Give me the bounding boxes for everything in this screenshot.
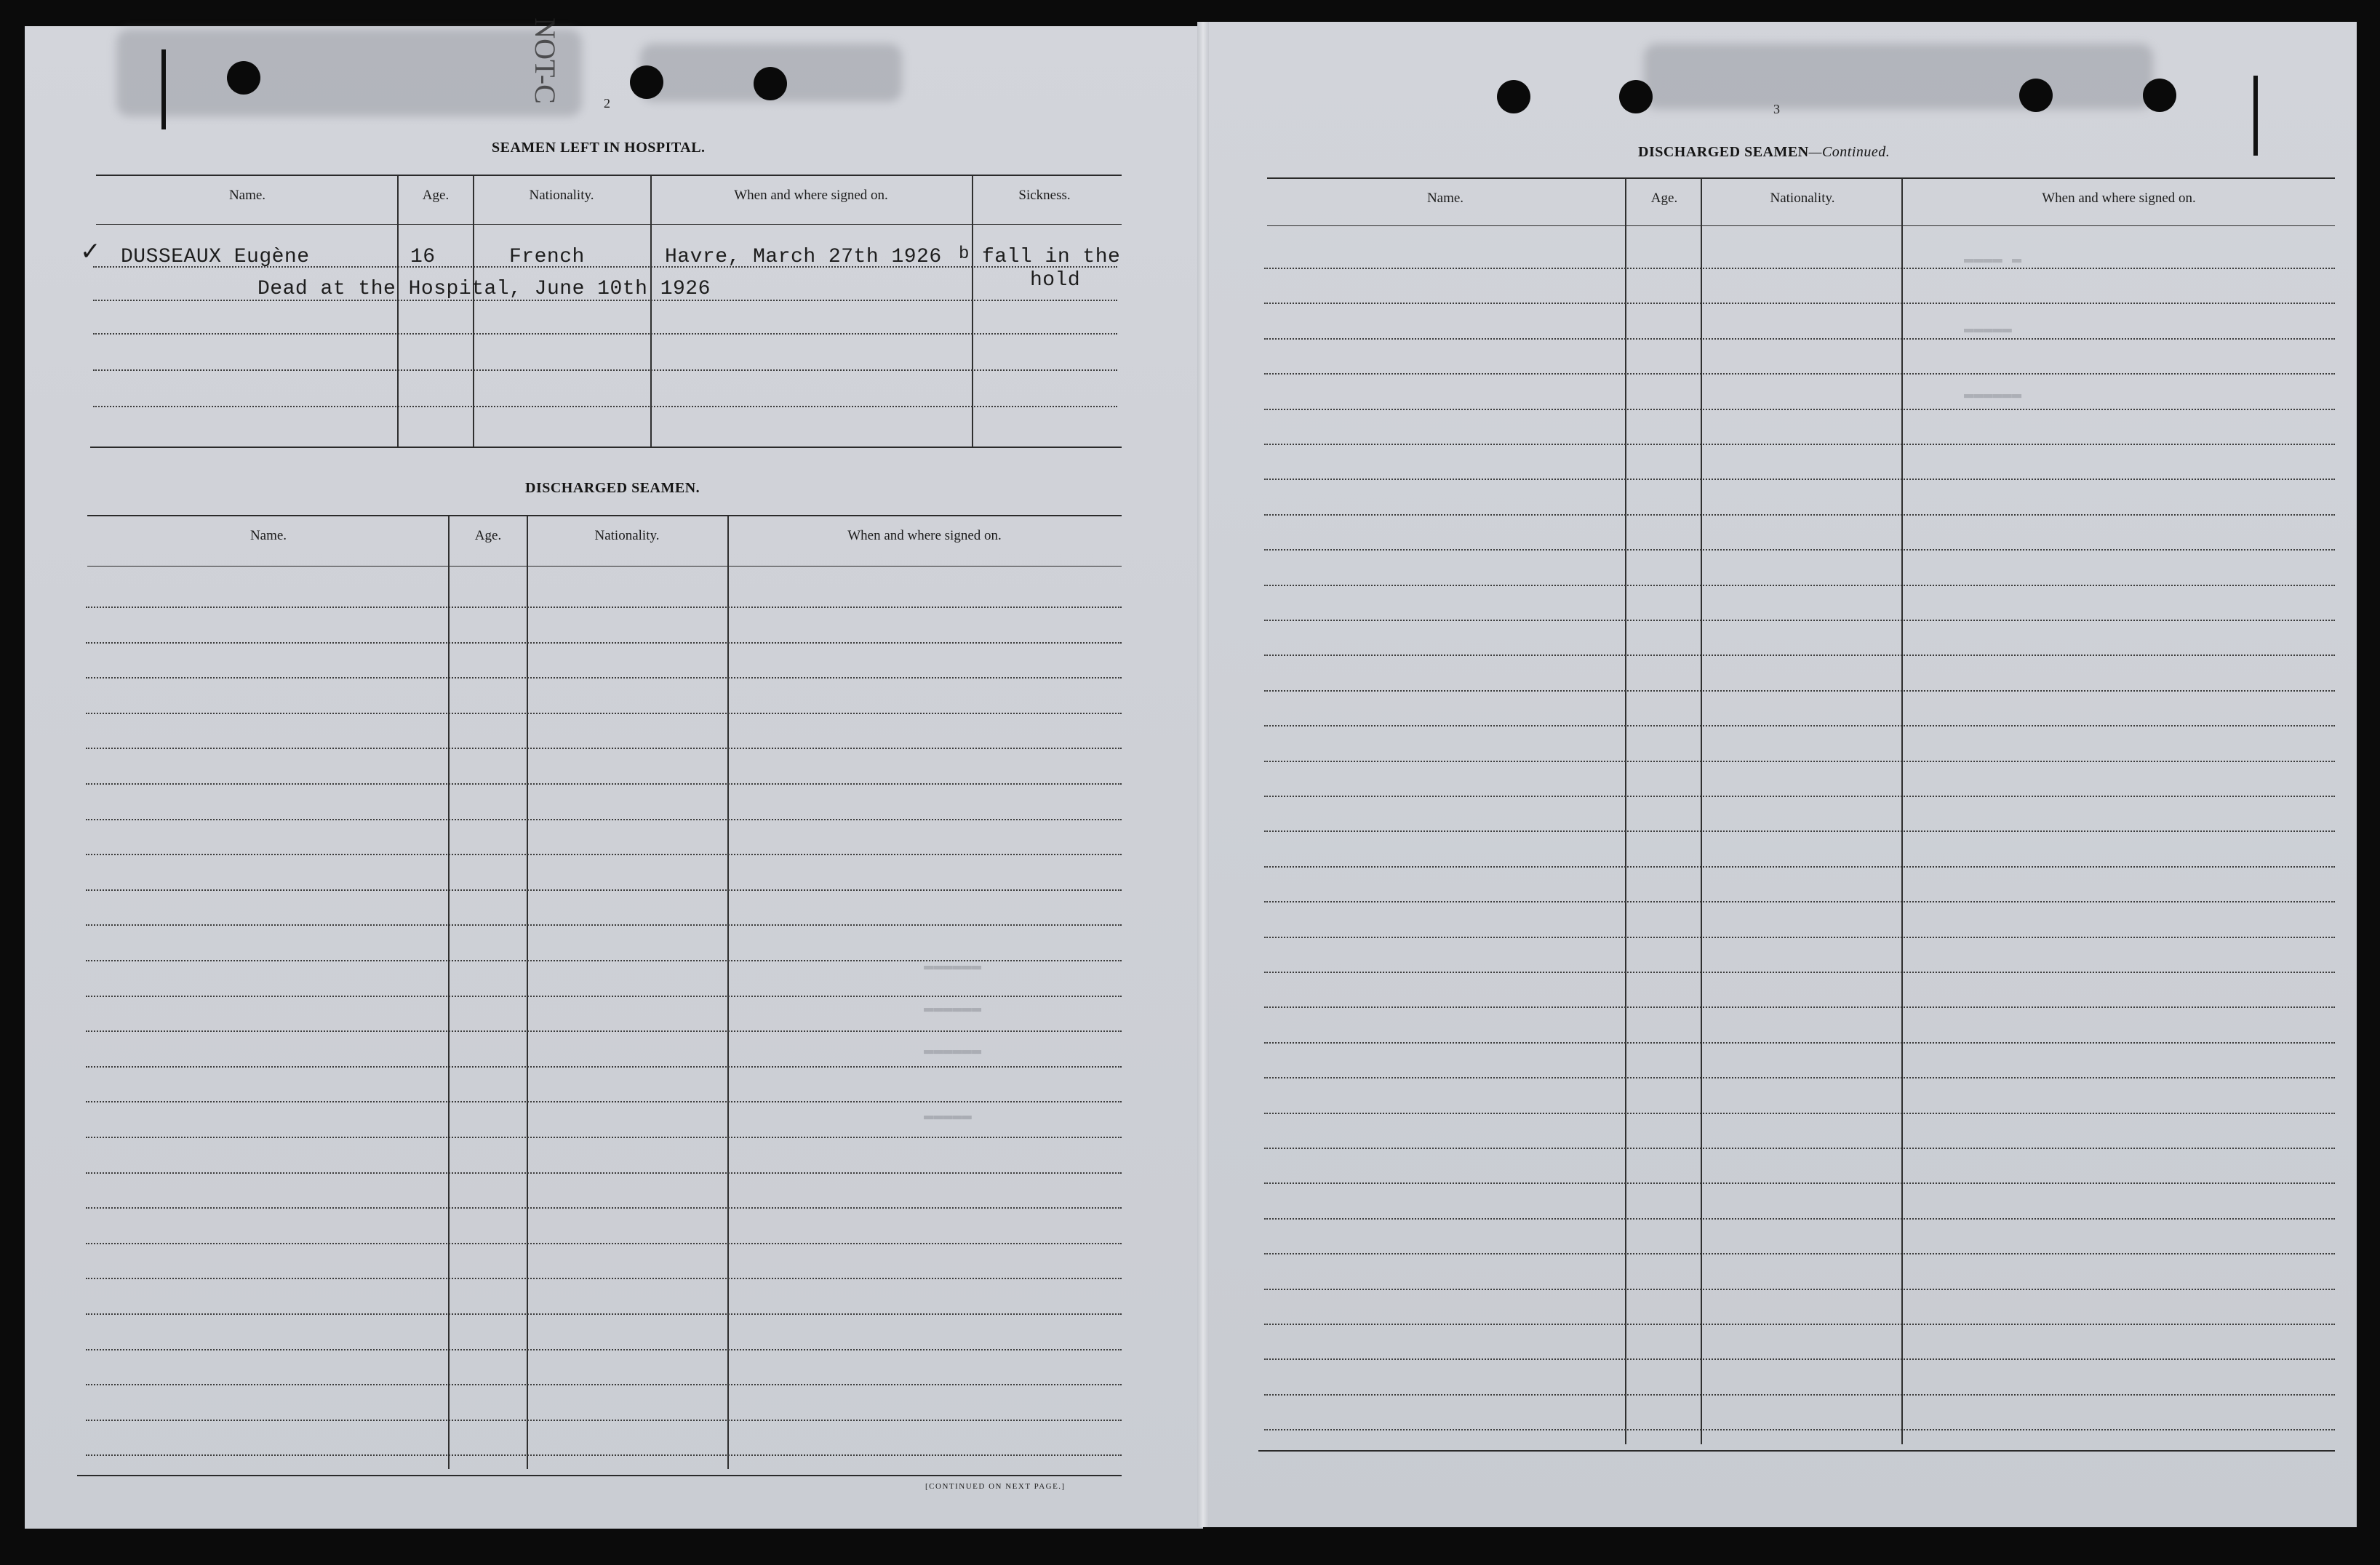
entry-name: DUSSEAUX Eugène (121, 246, 310, 268)
stamp-text: NOT-C (528, 17, 562, 104)
row-rule (1264, 725, 2335, 727)
scan-edge-mark (161, 49, 166, 129)
tape-smudge (116, 29, 582, 116)
entry-sickness-line1: fall in the (982, 246, 1121, 268)
row-rule (1264, 409, 2335, 410)
row-rule (86, 713, 1122, 714)
row-rule (1264, 690, 2335, 692)
scan-edge-mark-right (2253, 76, 2258, 156)
hospital-row-rule (93, 406, 1117, 407)
hospital-table-bottom-rule (90, 447, 1122, 448)
entry-signed-on-mark: b (959, 244, 970, 264)
ghost-print: ▬▬▬▬▬ (924, 1107, 973, 1125)
discharged-col-name: Name. (249, 528, 287, 543)
ghost-print: ▬▬▬▬▬ (1964, 320, 2013, 338)
entry-checkmark: ✓ (80, 237, 101, 266)
row-rule (86, 748, 1122, 749)
continued-suffix: —Continued. (1808, 144, 1890, 160)
punch-hole (2019, 79, 2053, 112)
row-rule (86, 1137, 1122, 1138)
hospital-row-rule (93, 369, 1117, 371)
entry-signed-on: Havre, March 27th 1926 (665, 246, 942, 268)
row-rule (86, 1243, 1122, 1244)
entry-sickness-line2: hold (1030, 269, 1081, 292)
hospital-col-age: Age. (422, 188, 450, 203)
row-rule (1264, 1394, 2335, 1396)
right-col-divider (1625, 179, 1626, 1444)
hospital-col-signed-on: When and where signed on. (734, 188, 888, 203)
right-col-divider (1701, 179, 1702, 1444)
row-rule (1264, 1324, 2335, 1325)
right-table-bottom-rule (1258, 1450, 2335, 1452)
row-rule (86, 642, 1122, 644)
row-rule (86, 1313, 1122, 1315)
row-rule (1264, 549, 2335, 551)
row-rule (86, 1030, 1122, 1032)
ghost-print: ▬▬▬▬▬▬ (924, 1041, 982, 1060)
discharged-section-title: DISCHARGED SEAMEN. (525, 480, 700, 496)
right-header-rule (1267, 225, 2335, 226)
row-rule (86, 1066, 1122, 1068)
entry-nationality: French (509, 246, 585, 268)
discharged-table-bottom-rule (77, 1475, 1122, 1476)
row-rule (1264, 1218, 2335, 1220)
row-rule (1264, 1253, 2335, 1254)
row-rule (1264, 373, 2335, 375)
punch-hole (1497, 80, 1530, 113)
discharged-col-age: Age. (474, 528, 502, 543)
row-rule (1264, 796, 2335, 797)
right-col-nationality: Nationality. (1770, 191, 1835, 206)
row-rule (1264, 901, 2335, 902)
row-rule (1264, 620, 2335, 621)
right-col-signed-on: When and where signed on. (2042, 191, 2196, 206)
row-rule (1264, 444, 2335, 445)
ghost-print: ▬▬▬▬▬▬ (924, 999, 982, 1017)
row-rule (86, 1420, 1122, 1421)
row-rule (86, 783, 1122, 785)
discharged-col-divider (448, 516, 450, 1469)
page-number: 2 (604, 96, 610, 111)
row-rule (86, 924, 1122, 926)
row-rule (86, 1384, 1122, 1385)
row-rule (86, 1278, 1122, 1279)
row-rule (1264, 1148, 2335, 1149)
row-rule (86, 1172, 1122, 1174)
row-rule (1264, 479, 2335, 480)
discharged-col-signed-on: When and where signed on. (847, 528, 1002, 543)
hospital-col-sickness: Sickness. (1018, 188, 1071, 203)
discharged-table-top-rule (87, 515, 1122, 516)
row-rule (1264, 1042, 2335, 1044)
row-rule (1264, 1113, 2335, 1114)
row-rule (1264, 585, 2335, 586)
hospital-col-nationality: Nationality. (529, 188, 594, 203)
row-rule (86, 854, 1122, 855)
row-rule (1264, 514, 2335, 516)
discharged-col-divider (727, 516, 729, 1469)
page-fold (1197, 22, 1209, 1527)
row-rule (1264, 866, 2335, 868)
row-rule (1264, 268, 2335, 269)
hospital-section-title: SEAMEN LEFT IN HOSPITAL. (492, 140, 706, 156)
row-rule (1264, 1182, 2335, 1184)
row-rule (1264, 1429, 2335, 1430)
row-rule (86, 1207, 1122, 1209)
continued-section-title (1638, 144, 1890, 161)
discharged-col-divider (527, 516, 528, 1469)
row-rule (1264, 1358, 2335, 1360)
punch-hole (2143, 79, 2176, 112)
row-rule (86, 1349, 1122, 1350)
row-rule (86, 1454, 1122, 1456)
hospital-header-rule (96, 224, 1122, 225)
row-rule (86, 677, 1122, 679)
row-rule (1264, 1077, 2335, 1078)
right-col-name: Name. (1426, 191, 1464, 206)
right-page (1203, 22, 2357, 1527)
punch-hole (754, 67, 787, 100)
right-col-divider (1901, 179, 1903, 1444)
row-rule (1264, 830, 2335, 832)
hospital-row-rule (93, 333, 1117, 335)
discharged-header-rule (87, 566, 1122, 567)
entry-age: 16 (410, 246, 436, 268)
row-rule (1264, 937, 2335, 938)
entry-remark: Dead at the Hospital, June 10th 1926 (257, 278, 711, 300)
row-rule (1264, 338, 2335, 340)
row-rule (1264, 1289, 2335, 1290)
punch-hole (1619, 80, 1653, 113)
row-rule (86, 1101, 1122, 1102)
right-table-top-rule (1267, 177, 2335, 179)
ghost-print: ▬▬▬▬▬▬ (924, 957, 982, 975)
row-rule (1264, 655, 2335, 656)
stamp-smudge-right (1644, 44, 2153, 109)
row-rule (1264, 1006, 2335, 1008)
ghost-print: ▬▬▬▬▬▬ (1964, 385, 2022, 404)
row-rule (86, 819, 1122, 820)
page-number-right: 3 (1773, 102, 1780, 116)
ghost-print: ▬▬▬▬ ▬ (1964, 250, 2022, 268)
row-rule (1264, 303, 2335, 304)
punch-hole (630, 65, 663, 99)
row-rule (1264, 972, 2335, 973)
row-rule (1264, 761, 2335, 762)
hospital-col-name: Name. (228, 188, 266, 203)
right-col-age: Age. (1650, 191, 1678, 206)
discharged-col-nationality: Nationality. (594, 528, 660, 543)
row-rule (86, 889, 1122, 891)
continued-note: [CONTINUED ON NEXT PAGE.] (925, 1482, 1066, 1491)
continued-section-title-main: DISCHARGED SEAMEN (1638, 144, 1809, 160)
punch-hole (227, 61, 260, 95)
row-rule (86, 607, 1122, 608)
hospital-table-top-rule (96, 175, 1122, 176)
row-rule (86, 996, 1122, 997)
